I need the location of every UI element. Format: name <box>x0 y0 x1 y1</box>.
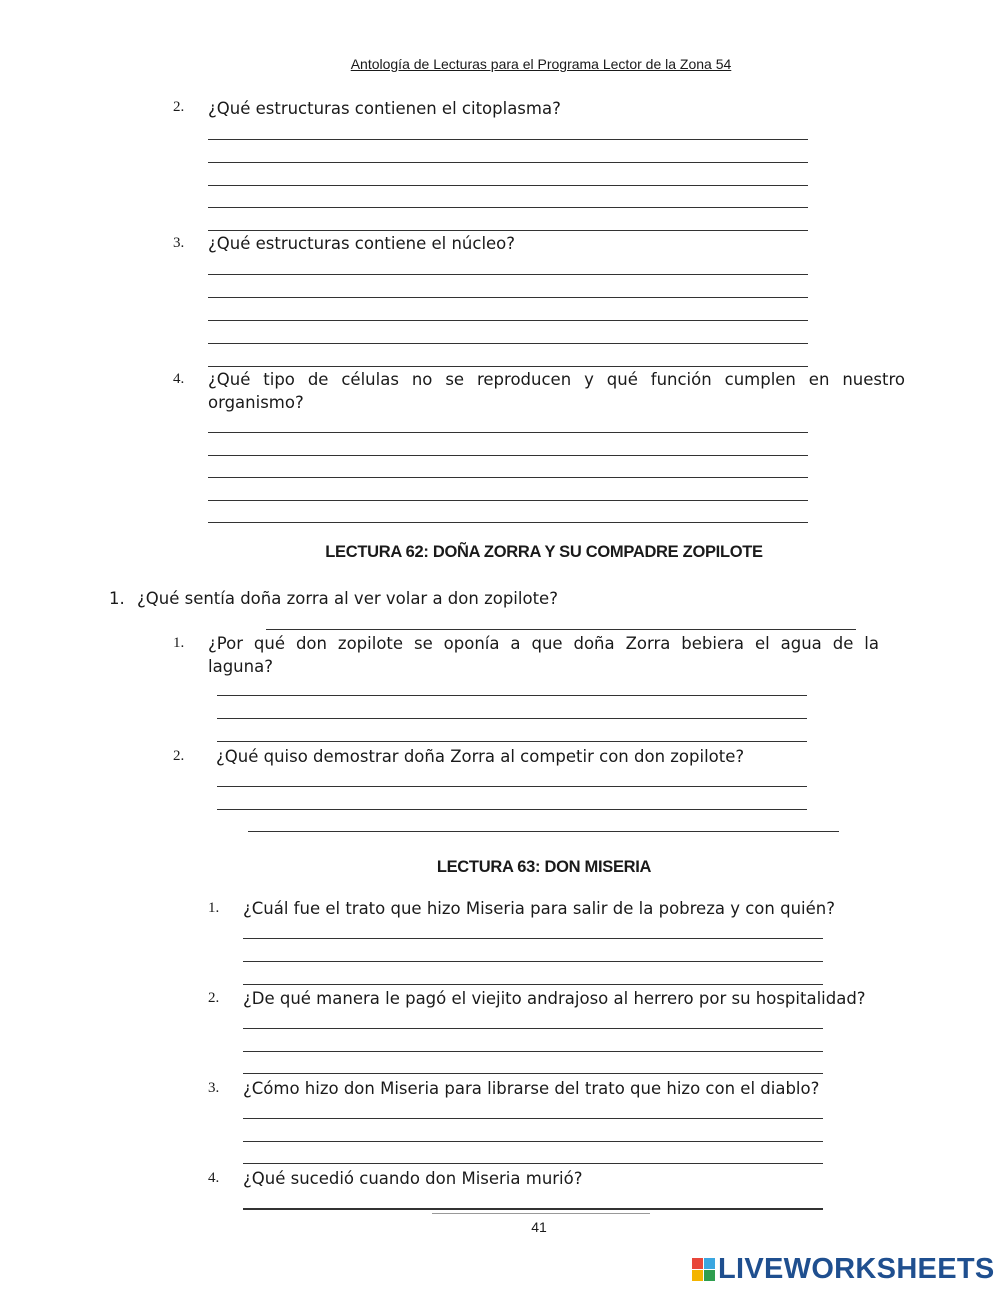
answer-line[interactable] <box>208 455 808 456</box>
question-number: 1. <box>109 589 125 608</box>
question-text: ¿Cuál fue el trato que hizo Miseria para salir de la pobreza y con quién? <box>243 899 835 918</box>
answer-line[interactable] <box>243 1073 823 1074</box>
page-number: 41 <box>531 1219 547 1235</box>
question-text-continued: organismo? <box>208 393 304 412</box>
answer-line[interactable] <box>243 1163 823 1164</box>
answer-line[interactable] <box>208 207 808 208</box>
question-text: ¿Qué quiso demostrar doña Zorra al competir con don zopilote? <box>216 747 745 766</box>
answer-line[interactable] <box>243 1051 823 1052</box>
answer-line[interactable] <box>217 695 807 696</box>
answer-line[interactable] <box>208 522 808 523</box>
question-text: ¿Por qué don zopilote se oponía a que doña Zorra bebiera el agua de la <box>208 634 879 653</box>
answer-line[interactable] <box>208 274 808 275</box>
question-text: ¿Qué sucedió cuando don Miseria murió? <box>243 1169 583 1188</box>
answer-line[interactable] <box>208 500 808 501</box>
question-number: 1. <box>173 635 185 651</box>
answer-line[interactable] <box>217 786 807 787</box>
answer-line[interactable] <box>208 297 808 298</box>
answer-line[interactable] <box>217 718 807 719</box>
answer-line[interactable] <box>243 961 823 962</box>
question-text: ¿Qué estructuras contienen el citoplasma? <box>208 99 561 118</box>
question-text: ¿De qué manera le pagó el viejito andrajoso al herrero por su hospitalidad? <box>243 989 866 1008</box>
answer-line[interactable] <box>266 629 856 630</box>
answer-line[interactable] <box>243 938 823 939</box>
question-text-continued: laguna? <box>208 657 273 676</box>
answer-line[interactable] <box>208 477 808 478</box>
question-number: 3. <box>173 235 185 251</box>
liveworksheets-logo <box>692 1251 995 1287</box>
answer-line[interactable] <box>208 366 808 367</box>
answer-line[interactable] <box>208 162 808 163</box>
question-number: 3. <box>208 1080 220 1096</box>
question-text: ¿Qué tipo de células no se reproducen y qué función cumplen en nuestro <box>208 370 905 389</box>
footer-divider <box>432 1213 650 1214</box>
answer-line[interactable] <box>208 230 808 231</box>
question-text: ¿Qué sentía doña zorra al ver volar a don zopilote? <box>137 589 558 608</box>
brand-name: LIVEWORKSHEETS <box>718 1252 995 1285</box>
answer-line[interactable] <box>243 1118 823 1119</box>
question-text: ¿Qué estructuras contiene el núcleo? <box>208 234 516 253</box>
question-number: 4. <box>208 1170 220 1186</box>
logo-tiles-icon <box>692 1258 715 1281</box>
answer-line[interactable] <box>208 320 808 321</box>
answer-line[interactable] <box>208 139 808 140</box>
answer-line[interactable] <box>243 984 823 985</box>
section-title: LECTURA 63: DON MISERIA <box>436 858 652 876</box>
question-number: 4. <box>173 371 185 387</box>
page-header: Antología de Lecturas para el Programa Lector de la Zona 54 <box>350 56 732 72</box>
answer-line[interactable] <box>208 432 808 433</box>
question-number: 2. <box>173 748 185 764</box>
answer-line[interactable] <box>208 343 808 344</box>
answer-line[interactable] <box>248 831 839 832</box>
answer-line[interactable] <box>243 1208 823 1210</box>
question-text: ¿Cómo hizo don Miseria para librarse del trato que hizo con el diablo? <box>243 1079 820 1098</box>
answer-line[interactable] <box>208 185 808 186</box>
answer-line[interactable] <box>217 809 807 810</box>
answer-line[interactable] <box>217 741 807 742</box>
answer-line[interactable] <box>243 1028 823 1029</box>
question-number: 2. <box>208 990 220 1006</box>
section-title: LECTURA 62: DOÑA ZORRA Y SU COMPADRE ZOPILOTE <box>325 543 763 561</box>
question-number: 2. <box>173 99 185 115</box>
answer-line[interactable] <box>243 1141 823 1142</box>
question-number: 1. <box>208 900 220 916</box>
